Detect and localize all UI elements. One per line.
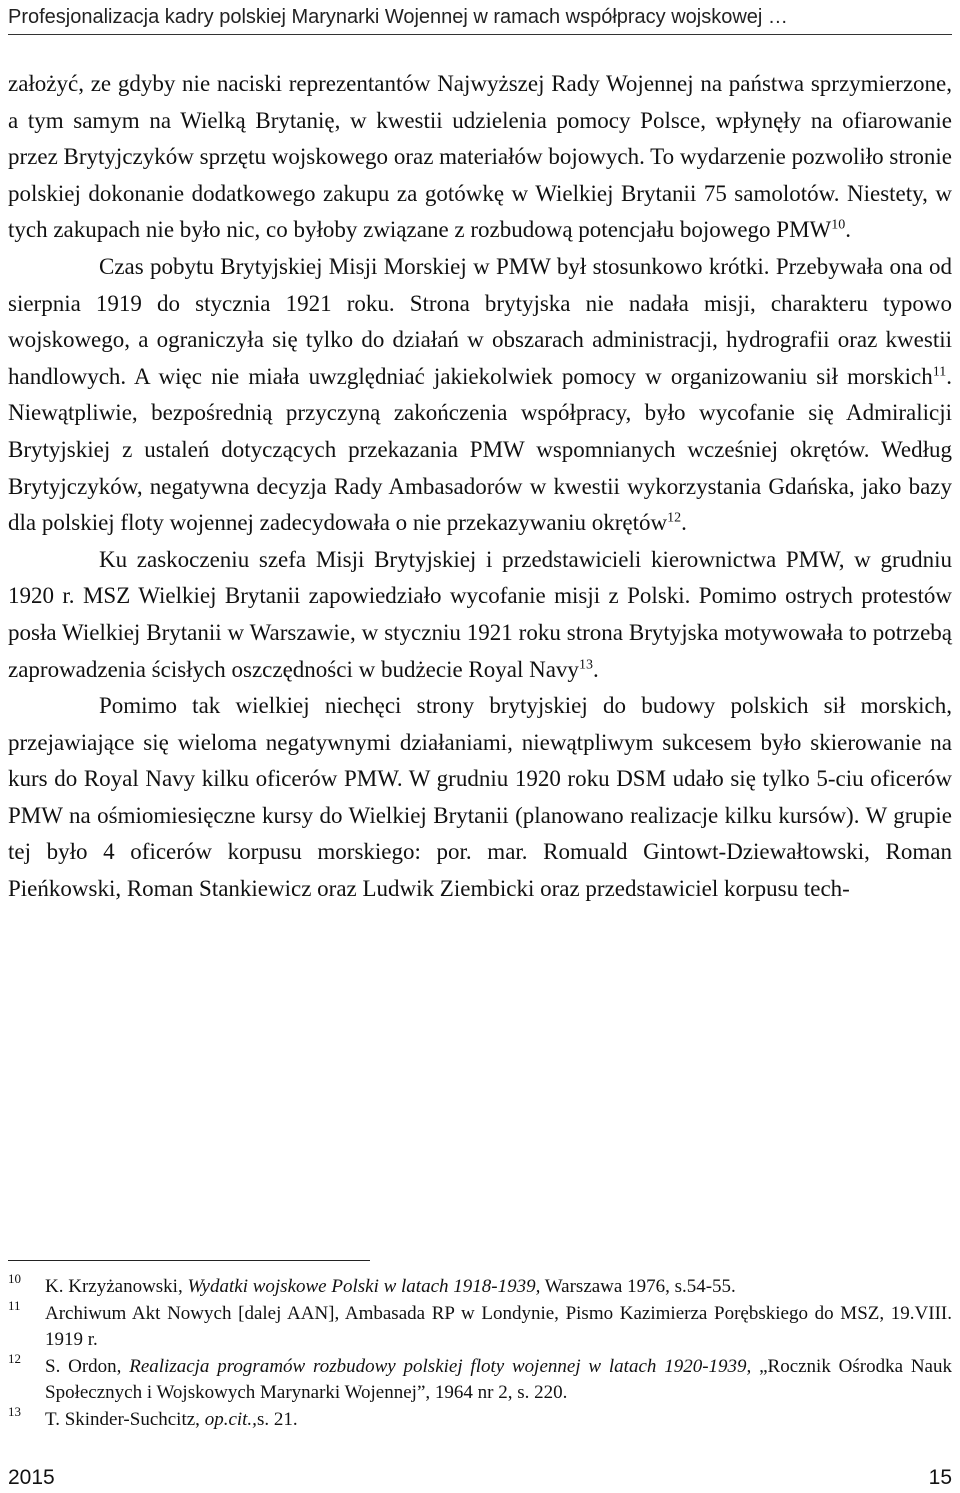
footnotes: [8, 1271, 952, 1433]
footnote-text: K. Krzyżanowski,: [45, 1276, 188, 1297]
footnote-title: Realizacja programów rozbudowy polskiej floty wojennej w latach 1920-1939,: [129, 1355, 752, 1377]
page-number: 15: [928, 1466, 952, 1489]
footnote-10: [8, 1271, 952, 1301]
footnote-ref-12[interactable]: 12: [667, 510, 682, 526]
header-divider: [8, 34, 952, 35]
footnote-ref-11[interactable]: 11: [932, 364, 947, 380]
paragraph-3: [8, 542, 952, 688]
footnote-number: 12: [8, 1350, 21, 1366]
footnote-12: [8, 1350, 952, 1407]
footnote-title: Wydatki wojskowe Polski w latach 1918-1939,: [187, 1276, 541, 1297]
footnote-13: [8, 1403, 952, 1434]
footnote-ref-13[interactable]: 13: [578, 656, 593, 672]
footnote-divider: [8, 1260, 370, 1261]
paragraph-2: [8, 249, 952, 542]
footnote-text: Archiwum Akt Nowych [dalej AAN], Ambasada RP w Londynie, Pismo Kazimierza Porębskiego do MSZ, 19.VIII. 1919 r.: [45, 1302, 952, 1350]
footnote-number: 10: [8, 1271, 21, 1286]
paragraph-text: Czas pobytu Brytyjskiej Misji Morskiej w PMW był stosunkowo krótki. Przebywała ona od sierpnia 1919 do stycznia 1921 roku. Strona brytyjska nie nadała misji, charakteru typowo wojskowego, a ograniczyła się tylko do działań w obszarach administracji, hydrografii oraz kwestii handlowych. A więc nie miała uwzględniać jakiekolwiek pomocy w organizowaniu sił morskich: [8, 253, 952, 389]
paragraph-1: [8, 66, 952, 249]
footnote-text: s. 21.: [256, 1408, 298, 1430]
footnote-text: T. Skinder-Suchcitz,: [45, 1408, 205, 1430]
paragraph-text: Pomimo tak wielkiej niechęci strony brytyjskiej do budowy polskich sił morskich, przejawiające się wieloma negatywnymi działaniami, niewątpliwym sukcesem było skierowanie na kurs do Royal Navy kilku oficerów PMW. W grudniu 1920 roku DSM udało się tylko 5-ciu oficerów PMW na ośmiomiesięczne kursy do Wielkiej Brytanii (planowano realizacje kilku kursów). W grupie tej było 4 oficerów korpusu morskiego: por. mar. Romuald Gintowt-Dziewałtowski, Roman Pieńkowski, Roman Stankiewicz oraz Ludwik Ziembicki oraz przedstawiciel korpusu tech-: [8, 693, 952, 902]
footnote-ref-10[interactable]: 10: [831, 217, 846, 233]
running-header: Profesjonalizacja kadry polskiej Marynarki Wojennej w ramach współpracy wojskowej …: [8, 6, 788, 28]
footer-year: 2015: [8, 1466, 55, 1489]
footnote-11: [8, 1297, 952, 1354]
paragraph-text: .: [845, 217, 852, 243]
footnote-text: „Rocznik Ośrodka Nauk Społecznych i Wojskowych Marynarki Wojennej”, 1964 nr 2, s. 220.: [45, 1355, 952, 1403]
footnote-title: op.cit.,: [204, 1408, 257, 1430]
footnote-text: S. Ordon,: [45, 1355, 130, 1377]
paragraph-text: założyć, ze gdyby nie naciski reprezentantów Najwyższej Rady Wojennej na państwa sprzymierzone, a tym samym na Wielką Brytanię, w kwestii udzielenia pomocy Polsce, wpłynęły na ofiarowanie przez Brytyjczyków sprzętu wojskowego oraz materiałów bojowych. To wydarzenie pozwoliło stronie polskiej dokonanie dodatkowego zakupu za gotówkę w Wielkiej Brytanii 75 samolotów. Niestety, w tych zakupach nie było nic, co byłoby związane z rozbudową potencjału bojowego PMW: [8, 71, 952, 243]
paragraph-text: .: [681, 510, 687, 536]
footnote-number: 11: [8, 1297, 21, 1313]
paragraph-4: [8, 688, 952, 908]
footnote-number: 13: [8, 1403, 21, 1419]
paragraph-text: .: [592, 656, 599, 682]
paragraph-text: . Niewątpliwie, bezpośrednią przyczyną zakończenia współpracy, było wycofanie się Admiralicji Brytyjskiej z ustaleń dotyczących przekazania PMW wspomnianych wcześniej okrętów. Według Brytyjczyków, negatywna decyzja Rady Ambasadorów w kwestii wykorzystania Gdańska, jako bazy dla polskiej floty wojennej zadecydowała o nie przekazywaniu okrętów: [8, 363, 952, 536]
paragraph-text: Ku zaskoczeniu szefa Misji Brytyjskiej i przedstawicieli kierownictwa PMW, w grudniu 1920 r. MSZ Wielkiej Brytanii zapowiedziało wycofanie misji z Polski. Pomimo ostrych protestów posła Wielkiej Brytanii w Warszawie, w styczniu 1921 roku strona Brytyjska motywowała to potrzebą zaprowadzenia ścisłych oszczędności w budżecie Royal Navy: [8, 546, 952, 682]
footnote-text: Warszawa 1976, s.54-55.: [540, 1276, 736, 1297]
main-text: [8, 66, 952, 908]
